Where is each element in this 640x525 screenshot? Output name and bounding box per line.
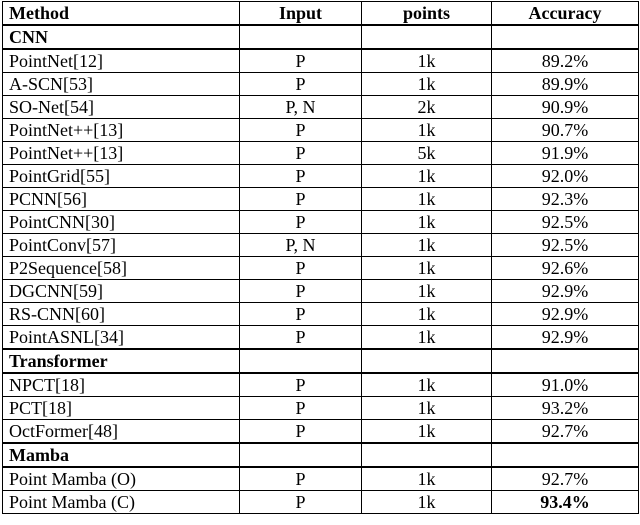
points-cell: 1k bbox=[362, 49, 492, 73]
points-cell: 1k bbox=[362, 397, 492, 420]
method-cell: P2Sequence[58] bbox=[3, 257, 240, 280]
section-empty-cell bbox=[240, 349, 362, 373]
input-cell: P bbox=[240, 165, 362, 188]
accuracy-cell: 93.4% bbox=[492, 491, 639, 514]
section-empty-cell bbox=[362, 349, 492, 373]
input-cell: P bbox=[240, 420, 362, 444]
points-cell: 1k bbox=[362, 188, 492, 211]
section-empty-cell bbox=[240, 443, 362, 467]
table-row bbox=[3, 119, 639, 142]
method-cell: PointNet[12] bbox=[3, 49, 240, 73]
method-cell: PCNN[56] bbox=[3, 188, 240, 211]
accuracy-cell: 92.6% bbox=[492, 257, 639, 280]
input-cell: P bbox=[240, 326, 362, 350]
table-row bbox=[3, 373, 639, 397]
method-cell: PointASNL[34] bbox=[3, 326, 240, 350]
points-cell: 2k bbox=[362, 96, 492, 119]
points-cell: 1k bbox=[362, 303, 492, 326]
section-empty-cell bbox=[240, 25, 362, 49]
section-empty-cell bbox=[492, 443, 639, 467]
table-row bbox=[3, 188, 639, 211]
method-cell: PCT[18] bbox=[3, 397, 240, 420]
input-cell: P bbox=[240, 73, 362, 96]
input-cell: P bbox=[240, 211, 362, 234]
input-cell: P bbox=[240, 119, 362, 142]
points-cell: 1k bbox=[362, 280, 492, 303]
table-row bbox=[3, 326, 639, 350]
accuracy-cell: 92.3% bbox=[492, 188, 639, 211]
accuracy-cell: 91.9% bbox=[492, 142, 639, 165]
accuracy-cell: 92.7% bbox=[492, 467, 639, 491]
header-points: points bbox=[362, 2, 492, 26]
section-row-transformer bbox=[3, 349, 639, 373]
results-table bbox=[2, 1, 639, 514]
method-cell: Point Mamba (C) bbox=[3, 491, 240, 514]
input-cell: P bbox=[240, 373, 362, 397]
table-row bbox=[3, 73, 639, 96]
accuracy-cell: 90.9% bbox=[492, 96, 639, 119]
table-row bbox=[3, 257, 639, 280]
header-input: Input bbox=[240, 2, 362, 26]
input-cell: P bbox=[240, 397, 362, 420]
accuracy-cell: 92.9% bbox=[492, 326, 639, 350]
header-method: Method bbox=[3, 2, 240, 26]
input-cell: P bbox=[240, 188, 362, 211]
section-empty-cell bbox=[492, 25, 639, 49]
table-row bbox=[3, 280, 639, 303]
table-header-row bbox=[3, 2, 639, 26]
method-cell: PointGrid[55] bbox=[3, 165, 240, 188]
method-cell: SO-Net[54] bbox=[3, 96, 240, 119]
section-row-cnn bbox=[3, 25, 639, 49]
input-cell: P bbox=[240, 49, 362, 73]
input-cell: P bbox=[240, 257, 362, 280]
table-row bbox=[3, 420, 639, 444]
table-row bbox=[3, 491, 639, 514]
accuracy-cell: 90.7% bbox=[492, 119, 639, 142]
points-cell: 1k bbox=[362, 326, 492, 350]
input-cell: P bbox=[240, 491, 362, 514]
method-cell: PointCNN[30] bbox=[3, 211, 240, 234]
points-cell: 1k bbox=[362, 234, 492, 257]
table-row bbox=[3, 211, 639, 234]
section-empty-cell bbox=[362, 25, 492, 49]
section-label: Transformer bbox=[3, 349, 240, 373]
method-cell: PointNet++[13] bbox=[3, 119, 240, 142]
method-cell: PointConv[57] bbox=[3, 234, 240, 257]
accuracy-cell: 93.2% bbox=[492, 397, 639, 420]
points-cell: 5k bbox=[362, 142, 492, 165]
section-label: CNN bbox=[3, 25, 240, 49]
table-row bbox=[3, 49, 639, 73]
accuracy-cell: 92.7% bbox=[492, 420, 639, 444]
method-cell: NPCT[18] bbox=[3, 373, 240, 397]
input-cell: P, N bbox=[240, 96, 362, 119]
points-cell: 1k bbox=[362, 491, 492, 514]
points-cell: 1k bbox=[362, 119, 492, 142]
accuracy-cell: 92.9% bbox=[492, 280, 639, 303]
method-cell: DGCNN[59] bbox=[3, 280, 240, 303]
method-cell: RS-CNN[60] bbox=[3, 303, 240, 326]
table-row bbox=[3, 96, 639, 119]
method-cell: PointNet++[13] bbox=[3, 142, 240, 165]
points-cell: 1k bbox=[362, 420, 492, 444]
table-row bbox=[3, 234, 639, 257]
points-cell: 1k bbox=[362, 73, 492, 96]
table-row bbox=[3, 303, 639, 326]
input-cell: P bbox=[240, 142, 362, 165]
input-cell: P bbox=[240, 280, 362, 303]
section-label: Mamba bbox=[3, 443, 240, 467]
method-cell: Point Mamba (O) bbox=[3, 467, 240, 491]
table-row bbox=[3, 397, 639, 420]
points-cell: 1k bbox=[362, 373, 492, 397]
header-accuracy: Accuracy bbox=[492, 2, 639, 26]
points-cell: 1k bbox=[362, 165, 492, 188]
input-cell: P bbox=[240, 303, 362, 326]
table-row bbox=[3, 165, 639, 188]
points-cell: 1k bbox=[362, 257, 492, 280]
accuracy-cell: 89.2% bbox=[492, 49, 639, 73]
accuracy-cell: 92.5% bbox=[492, 234, 639, 257]
method-cell: A-SCN[53] bbox=[3, 73, 240, 96]
section-row-mamba bbox=[3, 443, 639, 467]
method-cell: OctFormer[48] bbox=[3, 420, 240, 444]
points-cell: 1k bbox=[362, 467, 492, 491]
section-empty-cell bbox=[492, 349, 639, 373]
accuracy-cell: 91.0% bbox=[492, 373, 639, 397]
accuracy-cell: 92.0% bbox=[492, 165, 639, 188]
input-cell: P, N bbox=[240, 234, 362, 257]
points-cell: 1k bbox=[362, 211, 492, 234]
table-row bbox=[3, 467, 639, 491]
table-body bbox=[3, 25, 639, 514]
accuracy-cell: 89.9% bbox=[492, 73, 639, 96]
input-cell: P bbox=[240, 467, 362, 491]
accuracy-cell: 92.5% bbox=[492, 211, 639, 234]
table-row bbox=[3, 142, 639, 165]
section-empty-cell bbox=[362, 443, 492, 467]
accuracy-cell: 92.9% bbox=[492, 303, 639, 326]
